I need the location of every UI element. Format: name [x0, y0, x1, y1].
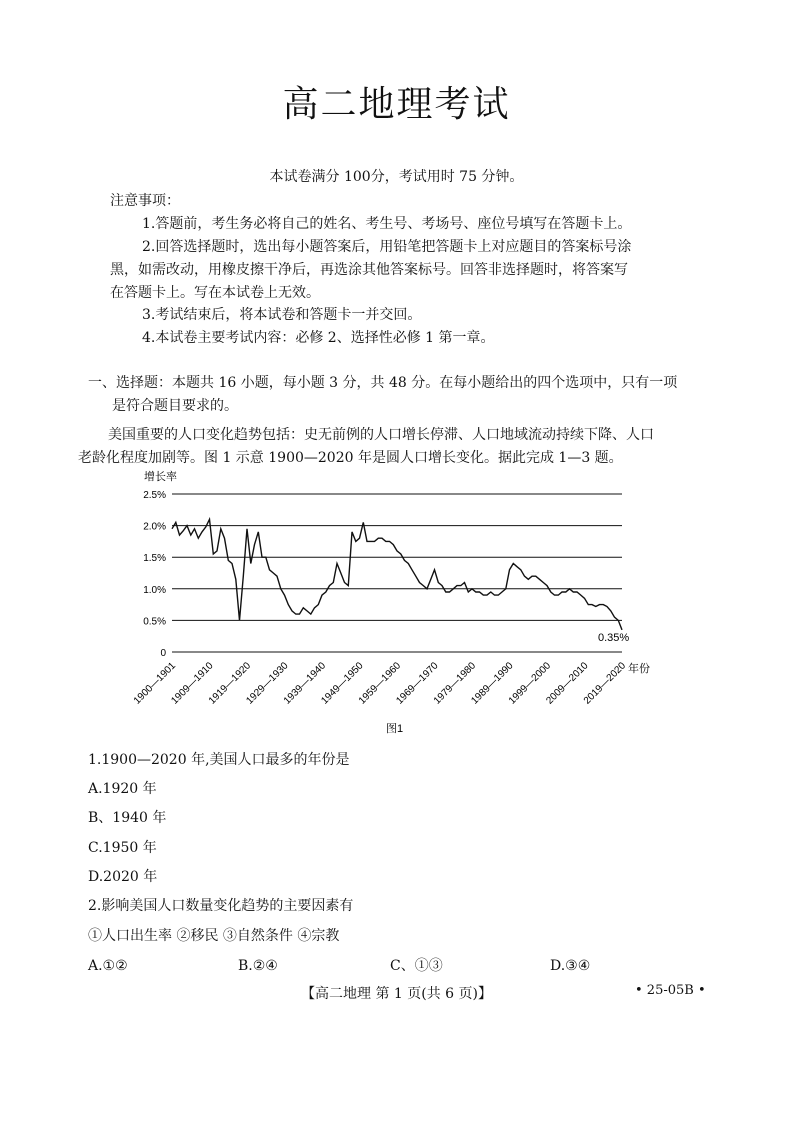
exam-code: • 25-05B •	[635, 983, 706, 998]
page-title: 高二地理考试	[282, 84, 511, 125]
x-tick-labels	[132, 660, 629, 707]
x-tick-label: 1999—2000	[506, 660, 554, 707]
x-tick-label: 1909—1910	[169, 660, 216, 707]
notice-item-1: 1.答题前，考生务必将自己的姓名、考生号、考场号、座位号填写在答题卡上。	[142, 216, 632, 232]
question-1-option-d: D.2020 年	[88, 869, 158, 885]
passage-line-2: 老龄化程度加剧等。图 1 示意 1900—2020 年是圆人口增长变化。据此完成 1—3 题。	[78, 450, 623, 466]
y-tick-label: 2.0%	[143, 521, 166, 533]
x-tick-label: 1919—1920	[206, 660, 254, 707]
y-tick-label: 0	[160, 648, 166, 659]
notice-item-2-line-3: 在答题卡上。写在本试卷上无效。	[110, 285, 320, 301]
x-tick-label: 1979—1980	[431, 660, 479, 707]
x-tick-label: 2019—2020	[581, 660, 629, 707]
x-tick-label: 1989—1990	[469, 660, 516, 707]
notice-item-3: 3.考试结束后，将本试卷和答题卡一并交回。	[142, 307, 422, 323]
question-1-option-b: B、1940 年	[88, 810, 167, 826]
passage-line-1: 美国重要的人口变化趋势包括：史无前例的人口增长停滞、人口地域流动持续下降、人口	[108, 427, 654, 443]
section-1-heading-cont: 是符合题目要求的。	[112, 398, 238, 414]
x-tick-label: 1900—1901	[131, 660, 179, 707]
notice-item-2-line-1: 2.回答选择题时，选出每小题答案后，用铅笔把答题卡上对应题目的答案标号涂	[142, 239, 632, 255]
population-growth-chart	[120, 470, 660, 740]
x-tick-label: 1949—1950	[319, 660, 366, 707]
question-2-option-d: D.③④	[550, 958, 591, 974]
question-1-option-a: A.1920 年	[88, 781, 157, 797]
chart-title: 图1	[386, 723, 404, 735]
question-2-option-a: A.①②	[88, 958, 128, 974]
notice-item-4: 4.本试卷主要考试内容：必修 2、选择性必修 1 第一章。	[142, 330, 495, 346]
question-1-stem: 1.1900—2020 年,美国人口最多的年份是	[88, 752, 350, 768]
page-footer: 【高二地理 第 1 页(共 6 页)】	[301, 986, 492, 1002]
x-axis-label: 年份	[628, 663, 650, 675]
y-tick-label: 1.5%	[143, 553, 166, 565]
notice-item-2-line-2: 黑，如需改动，用橡皮擦干净后，再选涂其他答案标号。回答非选择题时，将答案写	[110, 262, 628, 278]
x-tick-label: 1929—1930	[244, 660, 291, 707]
last-value-annotation: 0.35%	[598, 632, 630, 644]
x-tick-label: 1959—1960	[356, 660, 404, 707]
x-tick-label: 1939—1940	[281, 660, 329, 707]
chart-grid	[172, 494, 622, 652]
x-tick-label: 2009—2010	[544, 660, 591, 707]
growth-rate-line	[172, 519, 622, 630]
question-2-option-b: B.②④	[238, 958, 278, 974]
y-tick-label: 1.0%	[143, 584, 166, 596]
question-1-option-c: C.1950 年	[88, 840, 157, 856]
question-2-option-c: C、①③	[390, 958, 443, 974]
y-tick-labels	[143, 490, 166, 659]
y-tick-label: 2.5%	[143, 490, 166, 501]
x-tick-label: 1969—1970	[394, 660, 441, 707]
y-axis-label: 增长率	[144, 471, 177, 483]
y-tick-label: 0.5%	[143, 616, 166, 628]
exam-intro: 本试卷满分 100分，考试用时 75 分钟。	[269, 169, 524, 185]
question-2-choices: ①人口出生率 ②移民 ③自然条件 ④宗教	[88, 928, 340, 944]
section-1-heading: 一、选择题：本题共 16 小题，每小题 3 分，共 48 分。在每小题给出的四个选项中，只有一项	[88, 375, 678, 391]
question-2-stem: 2.影响美国人口数量变化趋势的主要因素有	[88, 898, 354, 914]
notice-heading: 注意事项：	[110, 193, 180, 209]
